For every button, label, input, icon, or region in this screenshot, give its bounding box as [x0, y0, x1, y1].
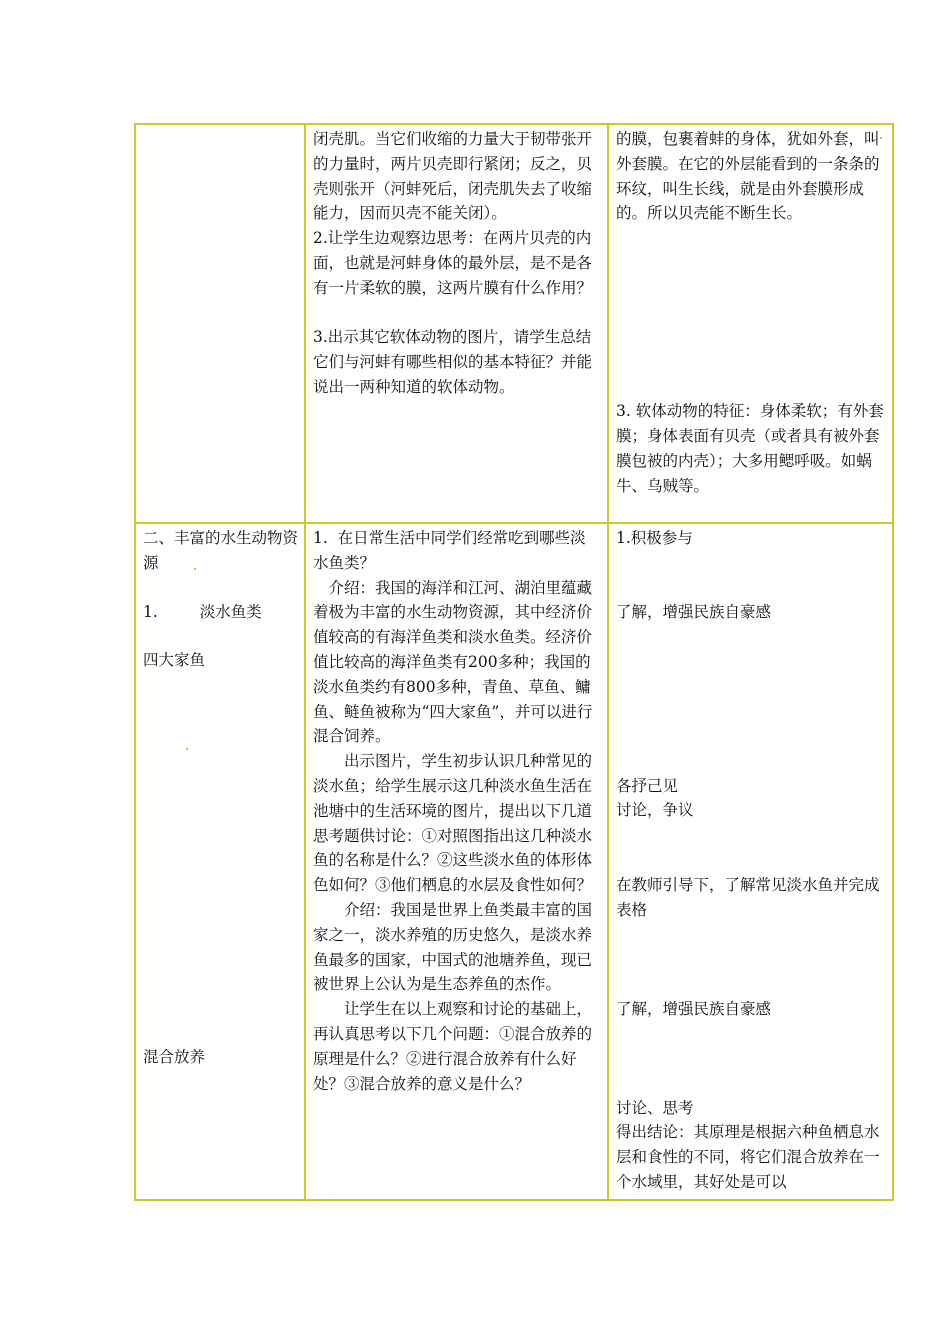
teacher-text: 介绍：我国是世界上鱼类最丰富的国家之一，淡水养殖的历史悠久，是淡水养鱼最多的国家，中国式的池塘养鱼，现已被世界上公认为是生态养鱼的杰作。 — [313, 900, 593, 994]
student-text: 讨论、思考 — [616, 1098, 694, 1117]
student-text: 了解，增强民族自豪感 — [616, 602, 772, 621]
teacher-activity-cell — [305, 523, 608, 1200]
item-number: 1. — [143, 602, 158, 621]
teacher-text: 介绍：我国的海洋和江河、湖泊里蕴藏着极为丰富的水生动物资源，其中经济价值较高的有海洋鱼类和淡水鱼类。经济价值比较高的海洋鱼类有200多种；我国的淡水鱼类约有800多种，青鱼、草鱼、鳙鱼、鲢鱼被称为“四大家鱼”，并可以进行混合饲养。 — [313, 578, 593, 746]
table-row — [135, 523, 893, 1200]
teacher-text: 出示图片，学生初步认识几种常见的淡水鱼；给学生展示这几种淡水鱼生活在池塘中的生活环境的图片，提出以下几道思考题供讨论：①对照图指出这几种淡水鱼的名称是什么？②这些淡水鱼的体形体色如何？③他们栖息的水层及食性如何？ — [313, 752, 593, 895]
student-text: 各抒己见 — [616, 776, 679, 795]
scan-speck — [880, 137, 882, 139]
teacher-text: 2.让学生边观察边思考：在两片贝壳的内面，也就是河蚌身体的最外层，是不是各有一片柔软的膜，这两片膜有什么作用？ — [313, 229, 593, 297]
student-text: 的膜，包裹着蚌的身体，犹如外套，叫外套膜。在它的外层能看到的一条条的环纹，叫生长线，就是由外套膜形成的。所以贝壳能不断生长。 — [616, 130, 880, 223]
student-activity-cell — [608, 523, 893, 1200]
stage-cell — [135, 523, 305, 1200]
student-text: 1.积极参与 — [616, 529, 693, 547]
teacher-text: 3.出示其它软体动物的图片，请学生总结它们与河蚌有哪些相似的基本特征？并能说出一两种知道的软体动物。 — [313, 328, 593, 396]
student-text: 在教师引导下，了解常见淡水鱼并完成表格 — [616, 876, 880, 919]
topic-label: 混合放养 — [143, 1048, 206, 1067]
teacher-text: 闭壳肌。当它们收缩的力量大于韧带张开的力量时，两片贝壳即行紧闭；反之，贝壳则张开（河蚌死后，闭壳肌失去了收缩能力，因而贝壳不能关闭）。 — [313, 130, 593, 223]
student-text: 得出结论：其原理是根据六种鱼栖息水层和食性的不同，将它们混合放养在一个水域里，其好处是可以 — [616, 1123, 880, 1191]
teacher-text: 1. 在日常生活中同学们经常吃到哪些淡水鱼类？ — [313, 529, 586, 572]
student-text: 3. 软体动物的特征：身体柔软；有外套膜；身体表面有贝壳（或者具有被外套膜包被的内壳）；大多用鳃呼吸。如蜗牛、乌贼等。 — [616, 402, 884, 495]
teacher-activity-cell — [305, 124, 608, 523]
student-text: 了解，增强民族自豪感 — [616, 999, 772, 1018]
topic-label: 四大家鱼 — [143, 651, 206, 670]
stage-cell — [135, 124, 305, 523]
scan-speck — [194, 568, 196, 570]
section-heading: 二、丰富的水生动物资源 — [143, 529, 299, 572]
item-label: 淡水鱼类 — [199, 602, 262, 621]
subsection-heading — [143, 600, 298, 625]
scan-speck — [186, 748, 188, 750]
teacher-text: 让学生在以上观察和讨论的基础上，再认真思考以下几个问题：①混合放养的原理是什么？②进行混合放养有什么好处？③混合放养的意义是什么？ — [313, 1000, 593, 1093]
student-activity-cell — [608, 124, 893, 523]
table-row — [135, 124, 893, 523]
student-text: 讨论，争议 — [616, 801, 694, 820]
lesson-table — [134, 123, 894, 1201]
